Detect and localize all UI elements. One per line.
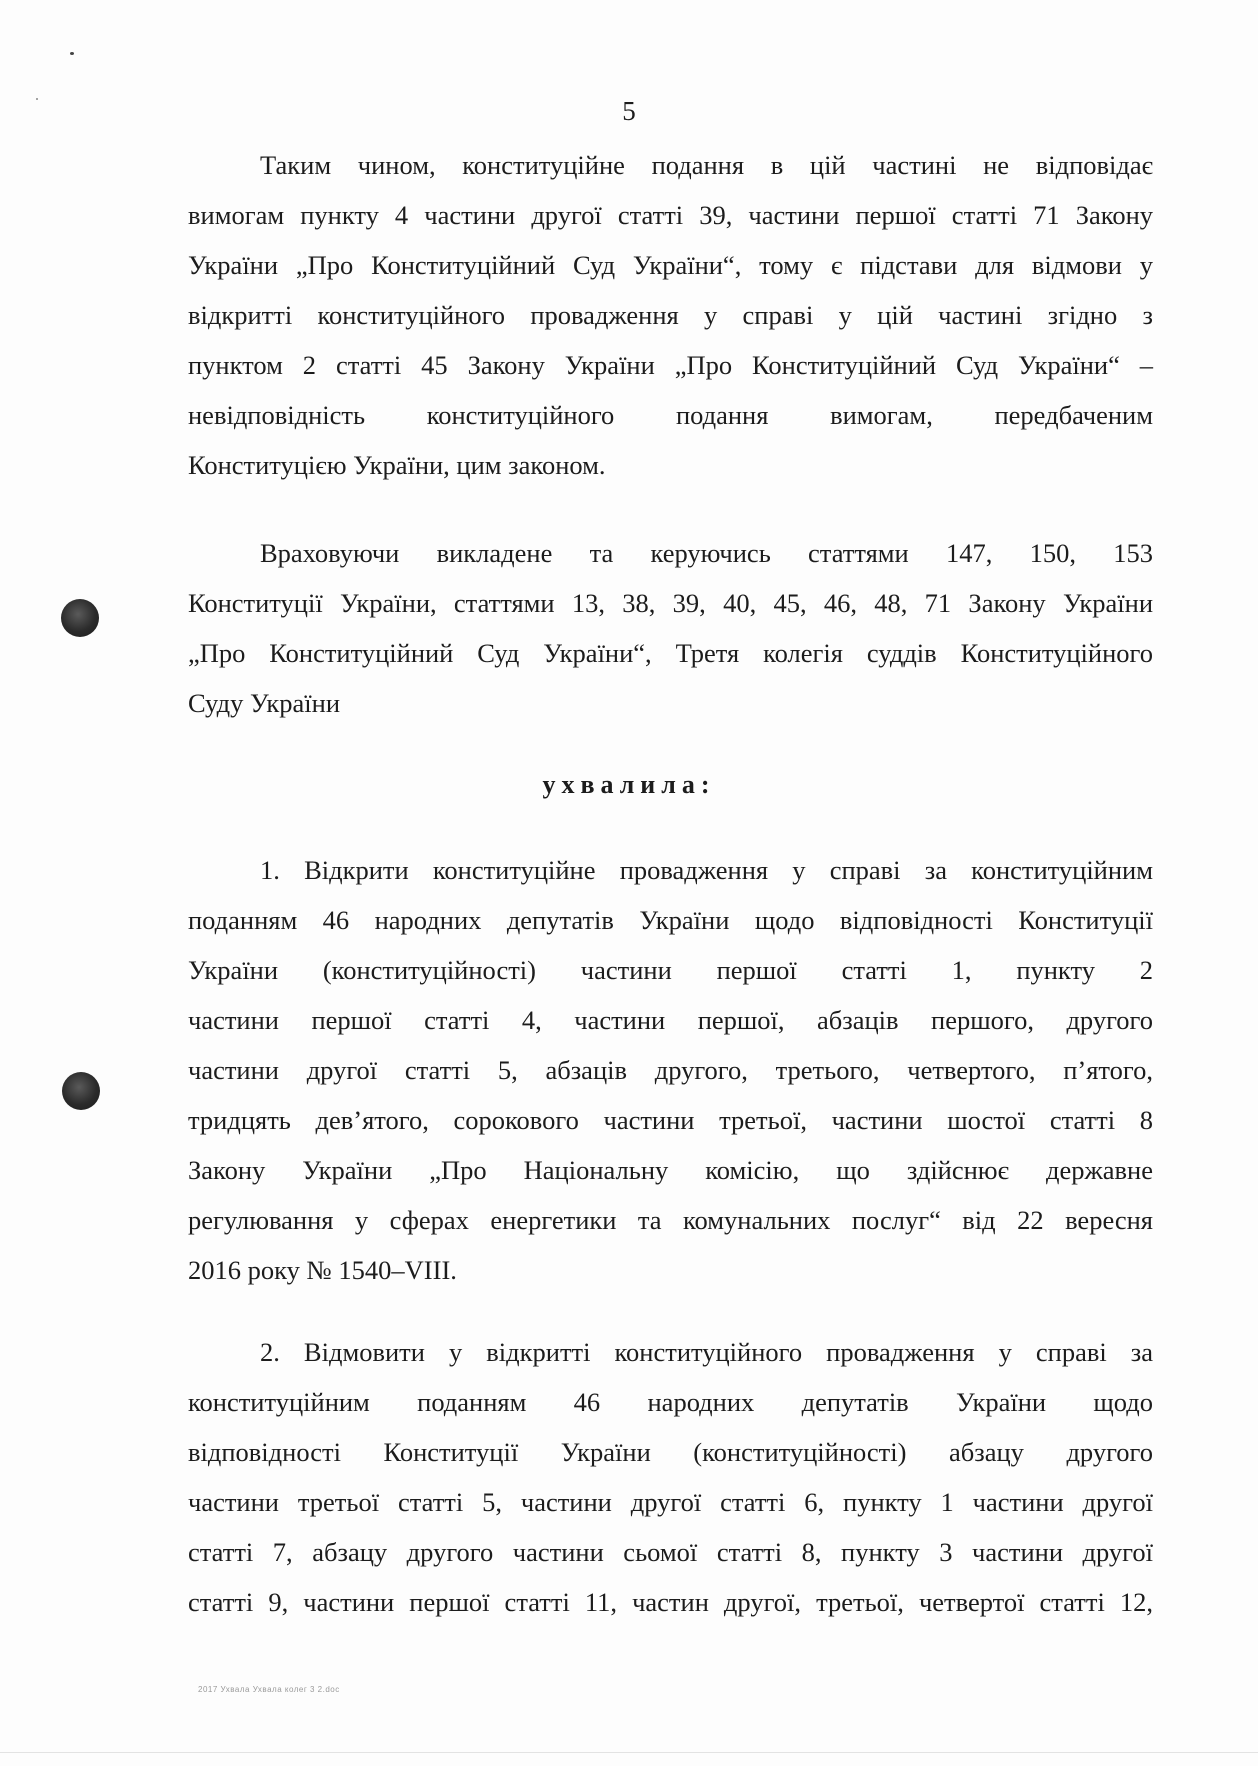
punch-hole <box>61 599 99 637</box>
text-line: Суду України <box>188 688 340 718</box>
text-line: частини першої статті 4, частини першої, абзаців першого, другого <box>188 1005 1153 1035</box>
text-line: тридцять дев’ятого, сорокового частини третьої, частини шостої статті 8 <box>188 1105 1153 1135</box>
text-line: частини другої статті 5, абзаців другого, третього, четвертого, п’ятого, <box>188 1055 1153 1085</box>
text-line: невідповідність конституційного подання вимогам, передбаченим <box>188 400 1153 430</box>
text-line: 1. Відкрити конституційне провадження у справі за конституційним <box>260 855 1153 885</box>
text-line: 2016 року № 1540–VIII. <box>188 1255 457 1285</box>
punch-hole <box>62 1072 100 1110</box>
text-line: Закону України „Про Національну комісію, що здійснює державне <box>188 1155 1153 1185</box>
text-line: „Про Конституційний Суд України“, Третя колегія суддів Конституційного <box>188 638 1153 668</box>
decision-heading: ухвалила: <box>542 770 716 799</box>
text-line: поданням 46 народних депутатів України щодо відповідності Конституції <box>188 905 1153 935</box>
text-line: України (конституційності) частини першої статті 1, пункту 2 <box>188 955 1153 985</box>
text-line: 2. Відмовити у відкритті конституційного провадження у справі за <box>260 1337 1153 1367</box>
page-number: 5 <box>622 96 636 126</box>
text-line: конституційним поданням 46 народних депутатів України щодо <box>188 1387 1153 1417</box>
text-line: статті 7, абзацу другого частини сьомої статті 8, пункту 3 частини другої <box>188 1537 1153 1567</box>
text-line: вимогам пункту 4 частини другої статті 39, частини першої статті 71 Закону <box>188 200 1153 230</box>
text-line: частини третьої статті 5, частини другої статті 6, пункту 1 частини другої <box>188 1487 1153 1517</box>
text-line: Враховуючи викладене та керуючись статтями 147, 150, 153 <box>260 538 1153 568</box>
text-line: Таким чином, конституційне подання в цій частині не відповідає <box>260 150 1153 180</box>
text-line: Конституції України, статтями 13, 38, 39, 40, 45, 46, 48, 71 Закону України <box>188 588 1153 618</box>
text-line: Конституцією України, цим законом. <box>188 450 606 480</box>
scan-speck <box>70 52 74 55</box>
text-line: пунктом 2 статті 45 Закону України „Про Конституційний Суд України“ – <box>188 350 1153 380</box>
text-line: регулювання у сферах енергетики та комунальних послуг“ від 22 вересня <box>188 1205 1153 1235</box>
text-line: України „Про Конституційний Суд України“, тому є підстави для відмови у <box>188 250 1153 280</box>
footer-file-note: 2017 Ухвала Ухвала колег 3 2.doc <box>198 1685 340 1694</box>
text-line: відповідності Конституції України (конституційності) абзацу другого <box>188 1437 1153 1467</box>
text-line: відкритті конституційного провадження у справі у цій частині згідно з <box>188 300 1153 330</box>
scan-edge-line <box>0 1752 1258 1753</box>
text-line: статті 9, частини першої статті 11, частин другої, третьої, четвертої статті 12, <box>188 1587 1153 1617</box>
